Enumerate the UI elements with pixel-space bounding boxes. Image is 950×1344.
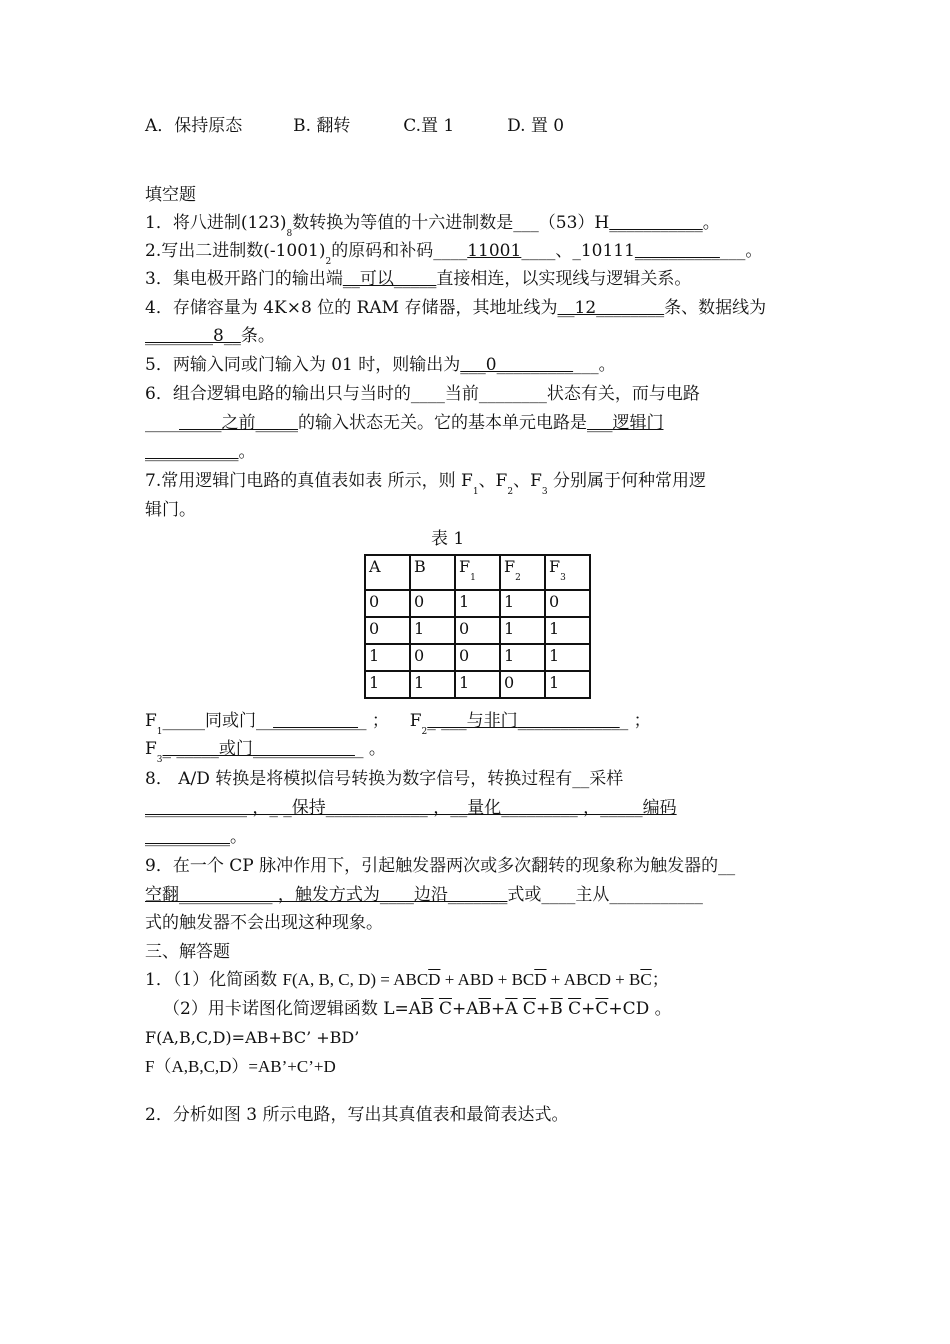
table-header-row bbox=[365, 555, 590, 590]
question-8-line-3: __________。 bbox=[145, 827, 247, 847]
table-header-cell: $F_2$ bbox=[500, 555, 545, 590]
answer-f1-f2: $F_1\_\_\_\_\_$同或门_____________ ； $F_2\_$ ___与非门_____________ ； bbox=[145, 711, 651, 737]
table-cell: 1 bbox=[410, 671, 455, 698]
table-header-cell: $F_1$ bbox=[455, 555, 500, 590]
table-cell: 1 bbox=[545, 617, 590, 644]
question-3: 3．集电极开路门的输出端__可以_____直接相连，以实现线与逻辑关系。 bbox=[145, 269, 692, 289]
table-cell: 1 bbox=[500, 590, 545, 617]
section-title-answer: 三、解答题 bbox=[145, 942, 230, 962]
question-1: 1．将八进制$(123)_8$数转换为等值的十六进制数是___（53）H___________。 bbox=[145, 213, 720, 239]
answer-1-part-2: （2）用卡诺图化简逻辑函数 $L=A\overline{B}$ $\overline{C}+A\overline{B}+\overline{A}$ $\overline{C}+\overline{B}$ $\overline{C}+\overline{C}+CD$ 。 bbox=[163, 999, 672, 1019]
table-row bbox=[365, 617, 590, 644]
question-4-cont: ________8__条。 bbox=[145, 326, 275, 346]
table-cell: 0 bbox=[545, 590, 590, 617]
question-9-line-3: 式的触发器不会出现这种现象。 bbox=[145, 913, 383, 933]
table-cell: 1 bbox=[500, 617, 545, 644]
table-cell: 1 bbox=[545, 671, 590, 698]
option-d: D. 置 0 bbox=[507, 116, 565, 136]
table-row bbox=[365, 590, 590, 617]
question-7-cont: 辑门。 bbox=[145, 500, 196, 520]
question-6-line-3: ___________。 bbox=[145, 442, 256, 462]
answer-f3: $F_3\_$ _____或门_____________ 。 bbox=[145, 739, 386, 765]
table-cell: 0 bbox=[365, 617, 410, 644]
question-5: 5．两输入同或门输入为 01 时，则输出为___0____________。 bbox=[145, 355, 616, 375]
table-header-cell: $F_3$ bbox=[545, 555, 590, 590]
section-title-fill: 填空题 bbox=[145, 185, 196, 205]
table-cell: 1 bbox=[545, 644, 590, 671]
answer-1-result-2: F（A,B,C,D）=AB’+C’+D bbox=[145, 1057, 336, 1076]
question-9-line-2: 空翻___________ ，触发方式为____边沿_______式或____主从___________ bbox=[145, 885, 703, 905]
answer-1-result-1: F(A,B,C,D)=AB+BC’ +BD’ bbox=[145, 1028, 360, 1047]
table-cell: 0 bbox=[410, 644, 455, 671]
question-8-line-1: 8． A/D 转换是将模拟信号转换为数字信号，转换过程有__采样 bbox=[145, 769, 624, 789]
table-row bbox=[365, 644, 590, 671]
table-cell: 1 bbox=[365, 644, 410, 671]
table-header-cell: B bbox=[410, 555, 455, 590]
truth-table bbox=[364, 554, 591, 699]
table-row bbox=[365, 671, 590, 698]
table-cell: 0 bbox=[410, 590, 455, 617]
question-4: 4．存储容量为 4K×8 位的 RAM 存储器，其地址线为__12________条、数据线为 bbox=[145, 298, 767, 318]
table-caption: 表 1 bbox=[431, 529, 465, 549]
table-cell: 0 bbox=[455, 617, 500, 644]
table-cell: 1 bbox=[365, 671, 410, 698]
table-cell: 1 bbox=[455, 590, 500, 617]
options-row bbox=[145, 115, 564, 137]
question-2: 2.写出二进制数$(-1001)_2$的原码和补码____11001____、_10111_____________。 bbox=[145, 241, 763, 267]
table-cell: 1 bbox=[410, 617, 455, 644]
table-cell: 0 bbox=[365, 590, 410, 617]
table-cell: 1 bbox=[500, 644, 545, 671]
table-header-cell: A bbox=[365, 555, 410, 590]
table-cell: 0 bbox=[455, 644, 500, 671]
table-cell: 0 bbox=[500, 671, 545, 698]
option-a: A．保持原态 bbox=[145, 116, 243, 136]
question-6-line-1: 6．组合逻辑电路的输出只与当时的____当前________状态有关，而与电路 bbox=[145, 384, 700, 404]
option-b: B. 翻转 bbox=[293, 116, 351, 136]
table-cell: 1 bbox=[455, 671, 500, 698]
option-c: C.置 1 bbox=[403, 116, 455, 136]
answer-1-part-1: 1．（1）化简函数 F(A, B, C, $D) = ABC\overline{D}$ + ABD + $BC\overline{D}$ + ABCD + $B\overline{C}$； bbox=[145, 970, 669, 990]
question-9-line-1: 9．在一个 CP 脉冲作用下，引起触发器两次或多次翻转的现象称为触发器的__ bbox=[145, 856, 736, 876]
question-7: 7.常用逻辑门电路的真值表如表 所示，则 $F_1$、$F_2$、$F_3$ 分别属于何种常用逻 bbox=[145, 471, 707, 497]
answer-2: 2．分析如图 3 所示电路，写出其真值表和最简表达式。 bbox=[145, 1105, 569, 1125]
question-6-line-2: _________之前_____的输入状态无关。它的基本单元电路是___逻辑门 bbox=[145, 413, 664, 433]
question-8-line-2: ____________ ，_ _保持____________ ，__量化_________ ，_____编码 bbox=[145, 798, 677, 818]
